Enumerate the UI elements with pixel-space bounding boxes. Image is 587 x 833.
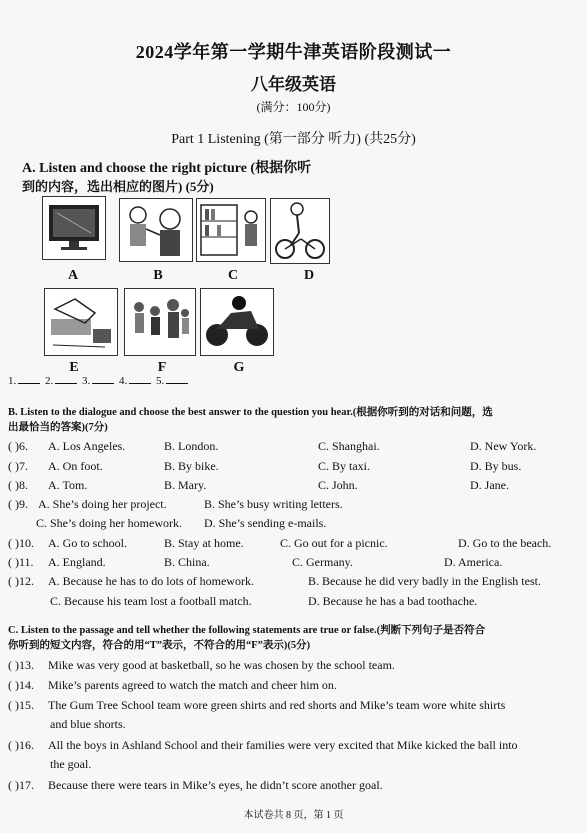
section-a-heading — [22, 160, 362, 196]
statement-number: ( )17. — [8, 778, 34, 792]
option-d: D. America. — [444, 555, 503, 569]
answer-blanks — [8, 375, 190, 387]
statement-row — [8, 676, 580, 694]
picture-c — [196, 198, 266, 262]
statement-text: The Gum Tree School team wore green shirts and red shorts and Mike’s team wore white shirts — [48, 698, 506, 712]
answer-blank-3[interactable] — [92, 383, 114, 384]
blank-label-4: 4. — [119, 375, 128, 387]
question-row — [8, 437, 580, 455]
part-heading: Part 1 Listening (第一部分 听力) (共25分) — [171, 132, 416, 147]
statement-number: ( )14. — [8, 678, 34, 692]
question-row — [8, 553, 580, 571]
question-row — [8, 457, 580, 475]
option-a: A. Go to school. — [48, 536, 127, 550]
blank-label-5: 5. — [156, 375, 165, 387]
exam-subtitle: 八年级英语 — [251, 75, 336, 94]
question-number: ( )6. — [8, 439, 28, 453]
question-row — [8, 534, 580, 552]
statement-row — [8, 696, 580, 714]
section-c-title-line1: C. Listen to the passage and tell whether the following statements are true or false.(判断下列句子是否符合 — [8, 625, 486, 636]
option-b: B. Stay at home. — [164, 536, 244, 550]
page-footer: 本试卷共 8 页，第 1 页 — [243, 810, 344, 821]
option-b: B. Mary. — [164, 478, 207, 492]
option-b: B. China. — [164, 555, 210, 569]
option-d: D. Go to the beach. — [458, 536, 552, 550]
answer-blank-5[interactable] — [166, 383, 188, 384]
statement-text: Mike was very good at basketball, so he was chosen by the school team. — [48, 658, 395, 672]
option-d: D. Because he has a bad toothache. — [308, 594, 478, 608]
question-number: ( )9. — [8, 497, 28, 511]
picture-f — [124, 288, 196, 356]
option-c: C. She’s doing her homework. — [36, 516, 182, 530]
section-a-title-line2: 到的内容，选出相应的图片) (5分) — [22, 179, 214, 194]
section-c-heading — [8, 623, 580, 653]
blank-label-2: 2. — [45, 375, 54, 387]
option-c: C. Because his team lost a football match. — [50, 594, 252, 608]
option-c: C. John. — [318, 478, 358, 492]
picture-label-b: B — [153, 268, 163, 283]
option-b: B. Because he did very badly in the English test. — [308, 574, 541, 588]
picture-e — [44, 288, 118, 356]
option-d: D. By bus. — [470, 459, 522, 473]
section-b-title-line2: 出最恰当的答案)(7分) — [8, 422, 108, 433]
option-a: A. She’s doing her project. — [38, 497, 167, 511]
statement-row-continued — [8, 755, 580, 773]
option-b: B. She’s busy writing letters. — [204, 497, 343, 511]
blank-label-1: 1. — [8, 375, 17, 387]
picture-d — [270, 198, 330, 264]
section-a-title-line1: A. Listen and choose the right picture (根据你听 — [22, 161, 312, 176]
answer-blank-2[interactable] — [55, 383, 77, 384]
picture-label-f: F — [157, 360, 167, 375]
option-c: C. Shanghai. — [318, 439, 380, 453]
question-number: ( )10. — [8, 536, 34, 550]
option-b: B. By bike. — [164, 459, 219, 473]
statement-row — [8, 656, 580, 674]
picture-a — [42, 196, 106, 260]
statement-row — [8, 776, 580, 794]
answer-blank-1[interactable] — [18, 383, 40, 384]
picture-label-e: E — [69, 360, 79, 375]
option-a: A. England. — [48, 555, 106, 569]
question-row — [8, 495, 580, 513]
statement-text: Mike’s parents agreed to watch the match and cheer him on. — [48, 678, 337, 692]
option-d: D. Jane. — [470, 478, 509, 492]
question-row-continued — [8, 514, 580, 532]
exam-title: 2024学年第一学期牛津英语阶段测试一 — [135, 42, 452, 62]
bookshelf-and-person-icon — [197, 199, 265, 261]
option-c: C. By taxi. — [318, 459, 371, 473]
question-number: ( )11. — [8, 555, 34, 569]
statement-row — [8, 736, 580, 754]
statement-number: ( )16. — [8, 738, 34, 752]
group-of-people-icon — [125, 289, 195, 355]
picture-b — [119, 198, 193, 262]
full-score: (满分：100分) — [256, 100, 331, 114]
cyclist-icon — [271, 199, 329, 263]
answer-blank-4[interactable] — [129, 383, 151, 384]
picture-g — [200, 288, 274, 356]
question-number: ( )7. — [8, 459, 28, 473]
option-c: C. Germany. — [292, 555, 353, 569]
child-and-mother-icon — [120, 199, 192, 261]
picture-label-c: C — [227, 268, 239, 283]
question-row — [8, 476, 580, 494]
statement-text: Because there were tears in Mike’s eyes, he didn’t score another goal. — [48, 778, 383, 792]
picture-label-a: A — [67, 268, 79, 283]
option-b: B. London. — [164, 439, 219, 453]
messy-room-icon — [45, 289, 117, 355]
picture-label-d: D — [303, 268, 315, 283]
statement-number: ( )15. — [8, 698, 34, 712]
question-number: ( )8. — [8, 478, 28, 492]
motorcycle-icon — [201, 289, 273, 355]
section-b-title-line1: B. Listen to the dialogue and choose the best answer to the question you hear.(根据你听到的对话和问题，选 — [8, 407, 493, 418]
question-row — [8, 572, 580, 590]
statement-row-continued — [8, 715, 580, 733]
computer-screen-icon — [43, 197, 105, 259]
option-a: A. Because he has to do lots of homework. — [48, 574, 254, 588]
option-c: C. Go out for a picnic. — [280, 536, 388, 550]
section-b-heading — [8, 405, 580, 435]
option-a: A. On foot. — [48, 459, 103, 473]
picture-label-g: G — [233, 360, 245, 375]
blank-label-3: 3. — [82, 375, 91, 387]
option-a: A. Los Angeles. — [48, 439, 126, 453]
section-c-title-line2: 你听到的短文内容，符合的用“T”表示，不符合的用“F”表示)(5分) — [8, 640, 311, 651]
statement-text-continued: and blue shorts. — [50, 717, 126, 731]
statement-number: ( )13. — [8, 658, 34, 672]
option-a: A. Tom. — [48, 478, 88, 492]
statement-text: All the boys in Ashland School and their families were very excited that Mike kicked the ball into — [48, 738, 518, 752]
option-d: D. She’s sending e-mails. — [204, 516, 327, 530]
question-row-continued — [8, 592, 580, 610]
option-d: D. New York. — [470, 439, 537, 453]
question-number: ( )12. — [8, 574, 34, 588]
statement-text-continued: the goal. — [50, 757, 92, 771]
